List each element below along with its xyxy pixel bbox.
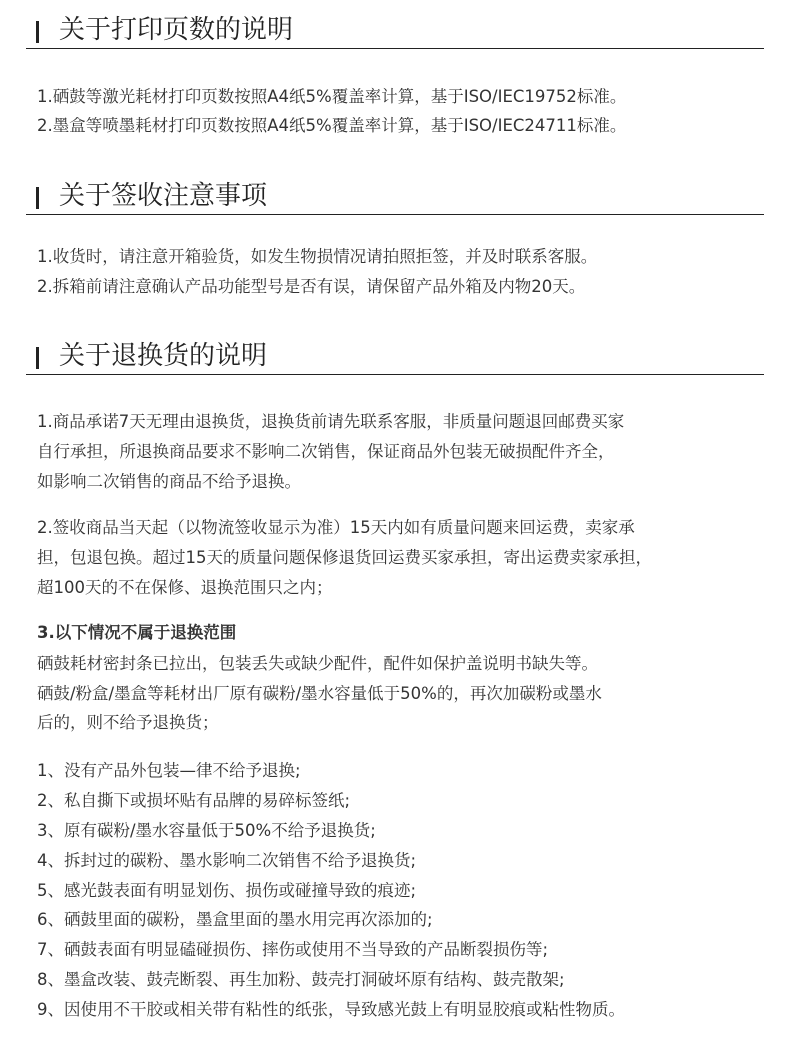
exclusion-list-item: 3、原有碳粉/墨水容量低于50%不给予退换货; [37, 821, 376, 840]
returns-paragraph-line: 1.商品承诺7天无理由退换货，退换货前请先联系客服，非质量问题退回邮费买家 [37, 412, 625, 431]
section-header-print-pages [26, 12, 764, 49]
section-title: 关于退换货的说明 [59, 341, 268, 371]
section-title: 关于打印页数的说明 [59, 15, 294, 45]
returns-paragraph-line: 如影响二次销售的商品不给予退换。 [37, 472, 301, 491]
exclusion-list-item: 2、私自撕下或损坏贴有品牌的易碎标签纸; [37, 791, 351, 810]
section-header-returns [26, 339, 764, 375]
exclusion-list-item: 1、没有产品外包装—律不给予退换; [37, 761, 301, 780]
receipt-line: 2.拆箱前请注意确认产品功能型号是否有误，请保留产品外箱及内物20天。 [37, 277, 586, 296]
exclusions-line: 硒鼓/粉盒/墨盒等耗材出厂原有碳粉/墨水容量低于50%的，再次加碳粉或墨水 [37, 684, 602, 703]
exclusion-list-item: 4、拆封过的碳粉、墨水影响二次销售不给予退换货; [37, 851, 417, 870]
exclusions-heading: 3.以下情况不属于退换范围 [37, 623, 237, 642]
exclusion-list-item: 8、墨盒改装、鼓壳断裂、再生加粉、鼓壳打洞破坏原有结构、鼓壳散架; [37, 970, 565, 989]
exclusions-line: 后的，则不给予退换货； [37, 713, 219, 732]
section-marker [36, 21, 39, 43]
exclusion-list-item: 9、因使用不干胶或相关带有粘性的纸张，导致感光鼓上有明显胶痕或粘性物质。 [37, 1000, 625, 1019]
receipt-line: 1.收货时，请注意开箱验货，如发生物损情况请拍照拒签，并及时联系客服。 [37, 247, 598, 266]
print-pages-line: 1.硒鼓等激光耗材打印页数按照A4纸5%覆盖率计算，基于ISO/IEC19752标准。 [37, 87, 627, 106]
section-header-receipt [26, 178, 764, 215]
returns-paragraph-line: 超100天的不在保修、退换范围只之内； [37, 578, 333, 597]
section-marker [36, 347, 39, 369]
exclusion-list-item: 5、感光鼓表面有明显划伤、损伤或碰撞导致的痕迹; [37, 881, 417, 900]
exclusion-list-item: 7、硒鼓表面有明显磕碰损伤、摔伤或使用不当导致的产品断裂损伤等; [37, 940, 549, 959]
section-marker [36, 187, 39, 209]
returns-paragraph-line: 担，包退包换。超过15天的质量问题保修退货回运费买家承担，寄出运费卖家承担， [37, 548, 652, 567]
print-pages-line: 2.墨盒等喷墨耗材打印页数按照A4纸5%覆盖率计算，基于ISO/IEC24711标准。 [37, 116, 627, 135]
section-title: 关于签收注意事项 [59, 181, 268, 211]
returns-paragraph-line: 自行承担，所退换商品要求不影响二次销售，保证商品外包装无破损配件齐全， [37, 442, 615, 461]
exclusions-line: 硒鼓耗材密封条已拉出，包装丢失或缺少配件，配件如保护盖说明书缺失等。 [37, 654, 598, 673]
exclusion-list-item: 6、硒鼓里面的碳粉，墨盒里面的墨水用完再次添加的; [37, 910, 433, 929]
returns-paragraph-line: 2.签收商品当天起（以物流签收显示为准）15天内如有质量问题来回运费，卖家承 [37, 518, 635, 537]
